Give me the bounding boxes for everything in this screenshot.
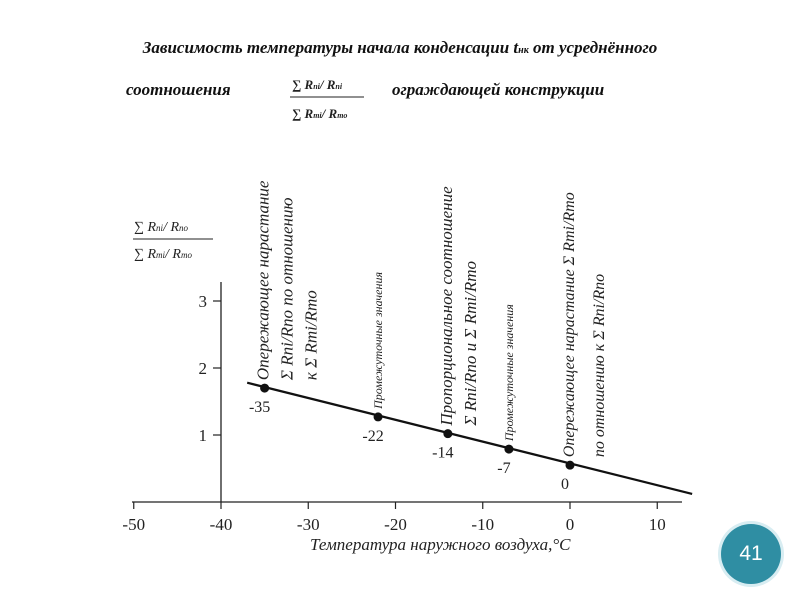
svg-text:∑ Rті/ Rто: [292, 106, 347, 121]
title-frac-den-sub: ті: [313, 111, 322, 120]
ylabel-den-sub2: то: [181, 250, 192, 260]
x-tick-label: -30: [296, 515, 320, 534]
data-point: [443, 429, 452, 438]
x-axis-label: Температура наружного воздуха,°С: [310, 535, 571, 554]
data-point: [374, 412, 383, 421]
x-tick-label: 0: [565, 515, 575, 534]
title-line1-text: Зависимость температуры начала конденсации t: [142, 38, 519, 57]
annotation-group: [502, 304, 516, 442]
ylabel-num-sub2: по: [179, 223, 189, 233]
y-tick-label: 2: [198, 359, 207, 378]
annotation-line: Σ Rпі/Rпо по отношению: [277, 197, 297, 381]
title-frac-num-mid: / R: [319, 77, 336, 92]
x-tick-label: -10: [471, 515, 495, 534]
title-line1-subscript: нк: [518, 45, 529, 56]
x-axis-ticks: [122, 502, 665, 534]
annotation-group: [561, 192, 608, 457]
annotation-line: Σ Rпі/Rпо и Σ Rті/Rто: [460, 260, 480, 426]
y-tick-label: 1: [198, 426, 207, 445]
annotation-line: по отношению к Σ Rпі/Rпо: [591, 273, 608, 458]
y-axis-label: [133, 220, 213, 262]
ylabel-den-main: ∑ R: [134, 247, 157, 262]
ylabel-num-sub: пі: [156, 223, 164, 233]
title-line2-end: ограждающей конструкции: [392, 80, 605, 99]
x-tick-label: -40: [209, 515, 233, 534]
data-point-label: 0: [561, 476, 569, 494]
title-frac-den-mid: / R: [321, 106, 338, 121]
annotation-line: Промежуточные значения: [501, 304, 516, 442]
ylabel-den-sub: ті: [156, 250, 166, 260]
ylabel-num-main: ∑ R: [134, 220, 157, 235]
annotation-group: [371, 272, 385, 410]
ylabel-den-rest: / R: [165, 247, 181, 262]
annotation-line: к Σ Rті/Rто: [301, 290, 321, 381]
annotation-group: [437, 186, 480, 427]
data-point: [260, 384, 269, 393]
annotation-line: Пропорциональное соотношение: [436, 186, 456, 426]
title-line1-end: от усреднённого: [528, 38, 658, 57]
data-point: [566, 461, 575, 470]
annotations: [254, 180, 608, 457]
x-tick-label: -20: [384, 515, 407, 534]
title-line2-start: соотношения: [126, 80, 231, 99]
annotation-group: [254, 180, 321, 381]
title-frac-den-main: ∑ R: [292, 106, 314, 121]
y-tick-label: 3: [198, 292, 207, 311]
data-point: [504, 445, 513, 454]
page-number: 41: [739, 542, 763, 565]
title-frac-num-sub: пі: [313, 82, 320, 91]
title-fraction: [290, 77, 364, 121]
data-point-label: -14: [432, 444, 454, 462]
y-axis-ticks: [199, 292, 222, 445]
x-tick-label: -50: [122, 515, 146, 534]
title-frac-den-sub2: то: [337, 111, 348, 120]
ylabel-num-rest: / R: [163, 220, 180, 235]
annotation-line: Промежуточные значения: [371, 271, 386, 409]
data-point-label: -35: [248, 399, 271, 417]
annotation-line: Опережающее нарастание: [253, 180, 273, 381]
page-number-badge: [721, 524, 781, 584]
data-points: [249, 384, 575, 494]
svg-text:∑ Rпі/ Rпі: [292, 77, 343, 92]
data-point-label: -22: [362, 427, 384, 445]
x-tick-label: 10: [648, 515, 666, 534]
title-frac-num-main: ∑ R: [292, 77, 314, 92]
svg-text:∑ Rті/ Rто: [134, 247, 192, 262]
annotation-line: Опережающее нарастание Σ Rті/Rто: [561, 192, 578, 458]
data-point-label: -7: [497, 460, 511, 478]
title-frac-num-sub2: пі: [335, 82, 343, 91]
svg-text:∑ Rпі/ Rпо: [134, 220, 189, 235]
